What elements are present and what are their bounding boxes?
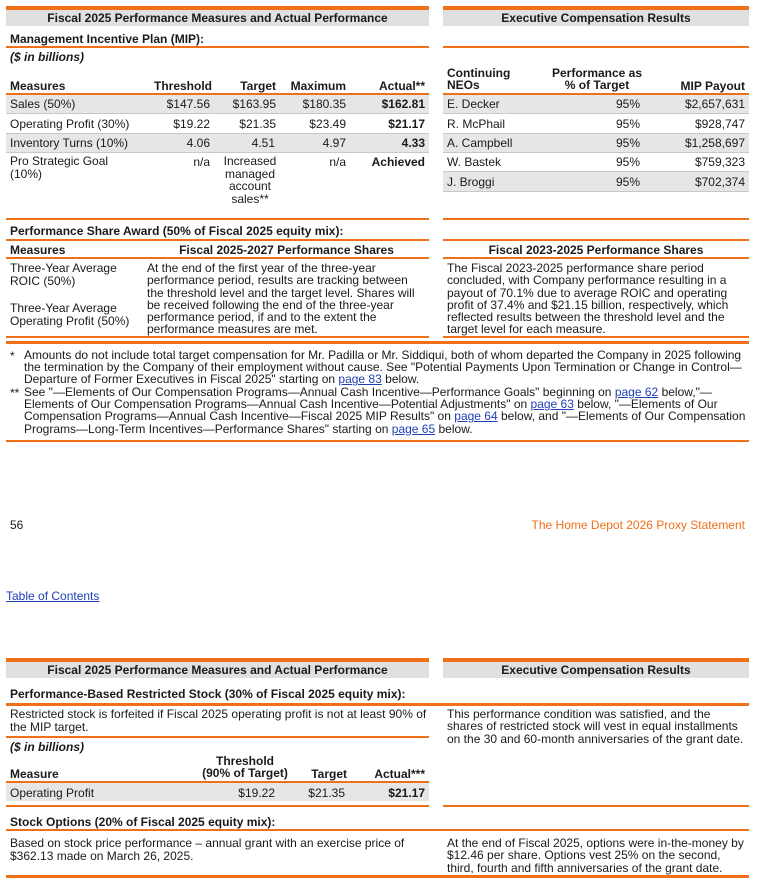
- footnote-2-mark: **: [10, 386, 20, 400]
- prs-cell-target: $21.35: [308, 786, 345, 800]
- table-of-contents-link[interactable]: Table of Contents: [6, 589, 100, 603]
- mip-cell-measure: Operating Profit (30%): [10, 117, 130, 131]
- prs-right-text: This performance condition was satisfied, and the shares of restricted stock will vest in equal installments on the 30 and 60-month anniversaries of the grant date.: [447, 707, 744, 746]
- mip-col-target: Target: [240, 79, 276, 93]
- so-title: Stock Options (20% of Fiscal 2025 equity mix):: [10, 815, 276, 829]
- link-page-83[interactable]: page 83: [338, 372, 382, 387]
- prs-col-measure: Measure: [10, 767, 59, 781]
- so-text: Based on stock price performance – annual grant with an exercise price of $362.13 made on March 26, 2025.: [10, 836, 405, 863]
- prs-title-rule: [6, 703, 749, 706]
- mip-cell-target: 4.51: [251, 136, 275, 150]
- psa-right-header-rule: [443, 257, 749, 259]
- neo-name: E. Decker: [447, 97, 500, 111]
- mip-col-threshold: Threshold: [153, 79, 212, 93]
- mip-cell-measure: Inventory Turns (10%): [10, 136, 129, 150]
- page-number: 56: [10, 518, 24, 532]
- link-page-63[interactable]: page 63: [530, 397, 574, 412]
- neo-col-performance: Performance as % of Target: [551, 66, 643, 92]
- mip-cell-actual: $21.17: [388, 117, 425, 131]
- psa-2027-text: At the end of the first year of the three-year performance period, results are tracking between the threshold level and the target level. Shares will be received following the end of the three-year performance period, if and to the extent the performance measures are met.: [147, 261, 415, 337]
- neo-table-bottom-rule: [443, 218, 749, 220]
- neo-payout: $2,657,631: [684, 97, 745, 111]
- footnote-2-b: below,"—Elements of Our Compensation Programs—Annual Cash Incentive—Potential Adjustments" on: [24, 385, 712, 412]
- psa-2025-text: The Fiscal 2023-2025 performance share period concluded, with Company performance resulting in a payout of 70.1% due to average ROIC and operating profit of 37.4% and $21.15 billion, respectively, which reflected results between the threshold level and the target level for each measure.: [447, 261, 729, 337]
- prs-cell-actual: $21.17: [388, 786, 425, 800]
- mip-col-maximum: Maximum: [290, 79, 346, 93]
- prs-cell-measure: Operating Profit: [10, 786, 95, 800]
- neo-name: A. Campbell: [447, 136, 513, 150]
- mip-cell-threshold: $19.22: [173, 117, 210, 131]
- mip-cell-actual: $162.81: [381, 97, 425, 111]
- footnote-1-text: Amounts do not include total target compensation for Mr. Padilla or Mr. Siddiqui, both of whom departed the Company in 2025 following the termination by the Company of their employment without cause. See "Potential Payments Upon Termination or Change in Control—Departure of Former Executives in Fiscal 2025" starting on: [24, 348, 742, 387]
- mip-cell-measure: Pro Strategic Goal (10%): [10, 154, 109, 181]
- psa-measures-header: Measures: [10, 243, 66, 257]
- mip-cell-target: $21.35: [239, 117, 276, 131]
- neo-performance: 95%: [615, 136, 640, 150]
- neo-payout: $702,374: [694, 175, 745, 189]
- neo-performance: 95%: [615, 175, 640, 189]
- neo-name: R. McPhail: [447, 117, 506, 131]
- link-page-64[interactable]: page 64: [454, 409, 498, 424]
- footnote-2-e: below.: [438, 421, 473, 436]
- footnote-1-end: below.: [385, 372, 420, 387]
- mip-cell-threshold: $147.56: [166, 97, 210, 111]
- prs-col-threshold: Threshold (90% of Target): [202, 754, 288, 780]
- left-header-title: Fiscal 2025 Performance Measures and Actual Performance: [47, 11, 388, 25]
- psa-title-rule: [6, 239, 429, 241]
- prs-right-bottom-rule: [443, 805, 749, 807]
- neo-performance: 95%: [615, 155, 640, 169]
- neo-col-payout: MIP Payout: [680, 79, 745, 93]
- psa-title: Performance Share Award (50% of Fiscal 2025 equity mix):: [10, 224, 344, 238]
- footnotes-bottom-rule: [6, 440, 749, 442]
- prs-col-target: Target: [311, 767, 347, 781]
- psa-header-rule: [6, 257, 429, 259]
- mip-cell-threshold: n/a: [193, 155, 210, 169]
- section-rule: [6, 341, 749, 344]
- footnote-2: [24, 386, 746, 435]
- neo-top-rule: [443, 46, 749, 48]
- footnote-1: [24, 349, 746, 386]
- link-page-65[interactable]: page 65: [391, 421, 436, 436]
- so-bottom-rule: [6, 875, 749, 878]
- psa-measure-roic: Three-Year Average ROIC (50%): [10, 261, 117, 288]
- neo-name: W. Bastek: [447, 155, 502, 169]
- prs-col-actual: Actual***: [374, 767, 425, 781]
- link-page-62[interactable]: page 62: [614, 385, 659, 399]
- neo-performance: 95%: [615, 97, 640, 111]
- neo-col-neos: Continuing NEOs: [447, 66, 511, 92]
- p2-right-header-title: Executive Compensation Results: [501, 663, 691, 677]
- psa-bottom-rule: [6, 336, 429, 338]
- psa-measure-op: Three-Year Average Operating Profit (50%): [10, 301, 130, 328]
- mip-cell-maximum: $23.49: [309, 117, 346, 131]
- footnote-2-a: See "—Elements of Our Compensation Programs—Annual Cash Incentive—Performance Goals" beginning on: [24, 385, 612, 399]
- neo-payout: $759,323: [694, 155, 745, 169]
- neo-payout: $928,747: [694, 117, 745, 131]
- row-divider: [443, 152, 749, 153]
- psa-right-bottom-rule: [443, 336, 749, 338]
- psa-2027-header: Fiscal 2025-2027 Performance Shares: [179, 243, 394, 257]
- right-header-title: Executive Compensation Results: [501, 11, 691, 25]
- mip-cell-target: Increased managed account sales**: [223, 154, 277, 206]
- footnote-1-mark: *: [10, 349, 15, 363]
- mip-table-bottom-rule: [6, 218, 429, 220]
- prs-cell-threshold: $19.22: [238, 786, 275, 800]
- psa-right-top-rule: [443, 239, 749, 241]
- mip-cell-maximum: n/a: [329, 155, 346, 169]
- mip-cell-threshold: 4.06: [186, 136, 210, 150]
- row-divider: [443, 191, 749, 192]
- mip-cell-measure: Sales (50%): [10, 97, 76, 111]
- prs-units-rule: [6, 736, 429, 738]
- mip-cell-target: $163.95: [232, 97, 276, 111]
- prs-units: ($ in billions): [10, 740, 84, 754]
- mip-cell-maximum: $180.35: [302, 97, 346, 111]
- mip-cell-actual: 4.33: [401, 136, 425, 150]
- row-divider: [443, 113, 749, 114]
- neo-payout: $1,258,697: [684, 136, 745, 150]
- prs-text: Restricted stock is forfeited if Fiscal 2025 operating profit is not at least 90% of the MIP target.: [10, 707, 427, 734]
- prs-bottom-rule: [6, 805, 429, 807]
- mip-col-actual: Actual**: [378, 79, 425, 93]
- footer-proxy-title: The Home Depot 2026 Proxy Statement: [531, 518, 745, 532]
- row-divider: [6, 113, 429, 114]
- mip-cell-maximum: 4.97: [322, 136, 346, 150]
- mip-cell-actual: Achieved: [371, 155, 425, 169]
- p2-left-header-title: Fiscal 2025 Performance Measures and Actual Performance: [47, 663, 388, 677]
- so-right-text: At the end of Fiscal 2025, options were in-the-money by $12.46 per share. Options vest 25% on the second, third, fourth and fifth anniversaries of the grant date.: [447, 836, 744, 875]
- mip-title-rule: [6, 46, 429, 48]
- row-divider: [6, 152, 429, 153]
- mip-units: ($ in billions): [10, 50, 84, 64]
- neo-name: J. Broggi: [447, 175, 495, 189]
- footnote-2-d: below, and "—Elements of Our Compensation Programs—Long-Term Incentives—Performance Shares" starting on: [24, 409, 746, 436]
- psa-2025-header: Fiscal 2023-2025 Performance Shares: [488, 243, 704, 257]
- neo-performance: 95%: [615, 117, 640, 131]
- mip-col-measures: Measures: [10, 79, 66, 93]
- so-title-rule: [6, 829, 749, 831]
- footnote-2-c: below, "—Elements of Our Compensation Programs—Annual Cash Incentive—Fiscal 2025 MIP Results" on: [24, 397, 718, 424]
- mip-title: Management Incentive Plan (MIP):: [10, 32, 205, 46]
- prs-title: Performance-Based Restricted Stock (30% of Fiscal 2025 equity mix):: [10, 687, 406, 701]
